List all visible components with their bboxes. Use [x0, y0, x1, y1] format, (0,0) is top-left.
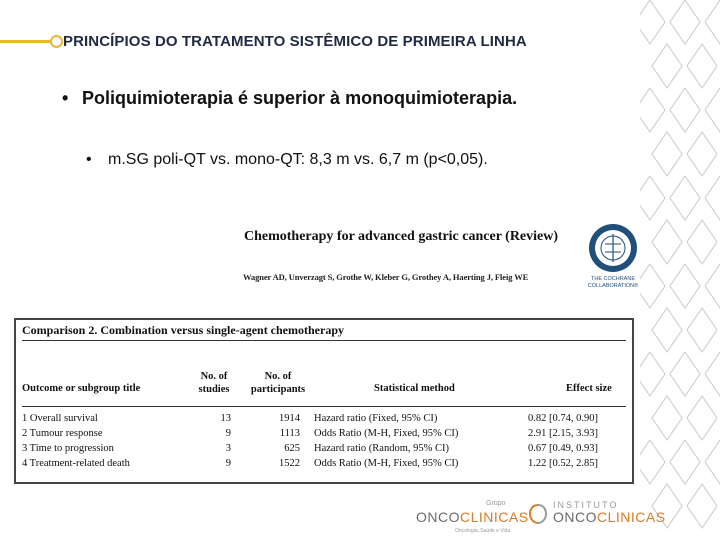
instituto-mark-icon: [528, 503, 548, 525]
bullet-marker: •: [62, 88, 69, 108]
sub-bullet: [86, 151, 488, 169]
cochrane-logo-icon: [583, 222, 643, 292]
brand2-part-1: ONCO: [553, 509, 597, 525]
brand-part-2: CLINICAS: [460, 509, 529, 525]
review-authors: Wagner AD, Unverzagt S, Grothe W, Kleber G, Grothey A, Haerting J, Fleig WE: [243, 272, 529, 282]
header-outcome: Outcome or subgroup title: [22, 383, 141, 394]
row-outcome: 1 Overall survival: [22, 413, 98, 424]
title-accent-line: [0, 40, 52, 43]
brand2-part-2: CLINICAS: [597, 509, 666, 525]
sub-bullet-text: m.SG poli-QT vs. mono-QT: 8,3 m vs. 6,7 m (p<0,05).: [108, 151, 488, 168]
row-outcome: 2 Tumour response: [22, 428, 103, 439]
instituto-label: INSTITUTO: [553, 500, 619, 510]
review-title: Chemotherapy for advanced gastric cancer (Review): [244, 229, 559, 244]
header-method: Statistical method: [374, 383, 455, 394]
row-studies: 9: [225, 428, 231, 439]
row-effect: 1.22 [0.52, 2.85]: [528, 458, 598, 469]
row-studies: 3: [225, 443, 231, 454]
row-participants: 1914: [279, 413, 300, 424]
main-bullet: [62, 88, 517, 109]
brand-tagline: Oncologia, Saúde e Vida: [455, 528, 511, 534]
row-studies: 9: [225, 458, 231, 469]
caption-rule: [22, 340, 626, 341]
header-studies-line1: No. of: [200, 371, 228, 382]
row-participants: 625: [284, 443, 300, 454]
header-participants: [246, 370, 310, 396]
footer-logos: [400, 495, 670, 540]
header-studies-line2: studies: [198, 384, 230, 395]
row-participants: 1522: [279, 458, 300, 469]
table-row: [22, 458, 626, 473]
cochrane-logo-text-2: COLLABORATION®: [587, 283, 639, 289]
row-method: Odds Ratio (M-H, Fixed, 95% CI): [314, 428, 459, 439]
row-method: Hazard ratio (Fixed, 95% CI): [314, 413, 438, 424]
main-bullet-text: Poliquimioterapia é superior à monoquimioterapia.: [82, 88, 518, 108]
brand-part-1: ONCO: [416, 509, 460, 525]
bullet-marker: •: [86, 151, 92, 168]
header-rule: [22, 406, 626, 407]
hexagon-pattern-decoration: [640, 0, 720, 540]
grupo-label: Grupo: [486, 500, 506, 507]
row-effect: 2.91 [2.15, 3.93]: [528, 428, 598, 439]
table-row: [22, 443, 626, 458]
row-outcome: 4 Treatment-related death: [22, 458, 130, 469]
cochrane-logo-text-1: THE COCHRANE: [590, 276, 636, 282]
table-caption: Comparison 2. Combination versus single-agent chemotherapy: [22, 323, 345, 337]
page-title: PRINCÍPIOS DO TRATAMENTO SISTÊMICO DE PRIMEIRA LINHA: [63, 33, 527, 50]
header-studies: [192, 370, 236, 396]
row-method: Hazard ratio (Random, 95% CI): [314, 443, 449, 454]
table-row: [22, 428, 626, 443]
row-studies: 13: [220, 413, 231, 424]
table-row: [22, 413, 626, 428]
header-participants-line1: No. of: [264, 371, 292, 382]
row-effect: 0.82 [0.74, 0.90]: [528, 413, 598, 424]
header-participants-line2: participants: [250, 384, 306, 395]
header-effect: Effect size: [566, 383, 612, 394]
row-outcome: 3 Time to progression: [22, 443, 114, 454]
title-accent-dot: [50, 35, 63, 48]
row-participants: 1113: [279, 428, 300, 439]
comparison-table: [14, 318, 634, 484]
row-method: Odds Ratio (M-H, Fixed, 95% CI): [314, 458, 459, 469]
oncoclinicas-logo: [416, 509, 529, 525]
row-effect: 0.67 [0.49, 0.93]: [528, 443, 598, 454]
instituto-oncoclinicas-logo: [553, 509, 666, 525]
